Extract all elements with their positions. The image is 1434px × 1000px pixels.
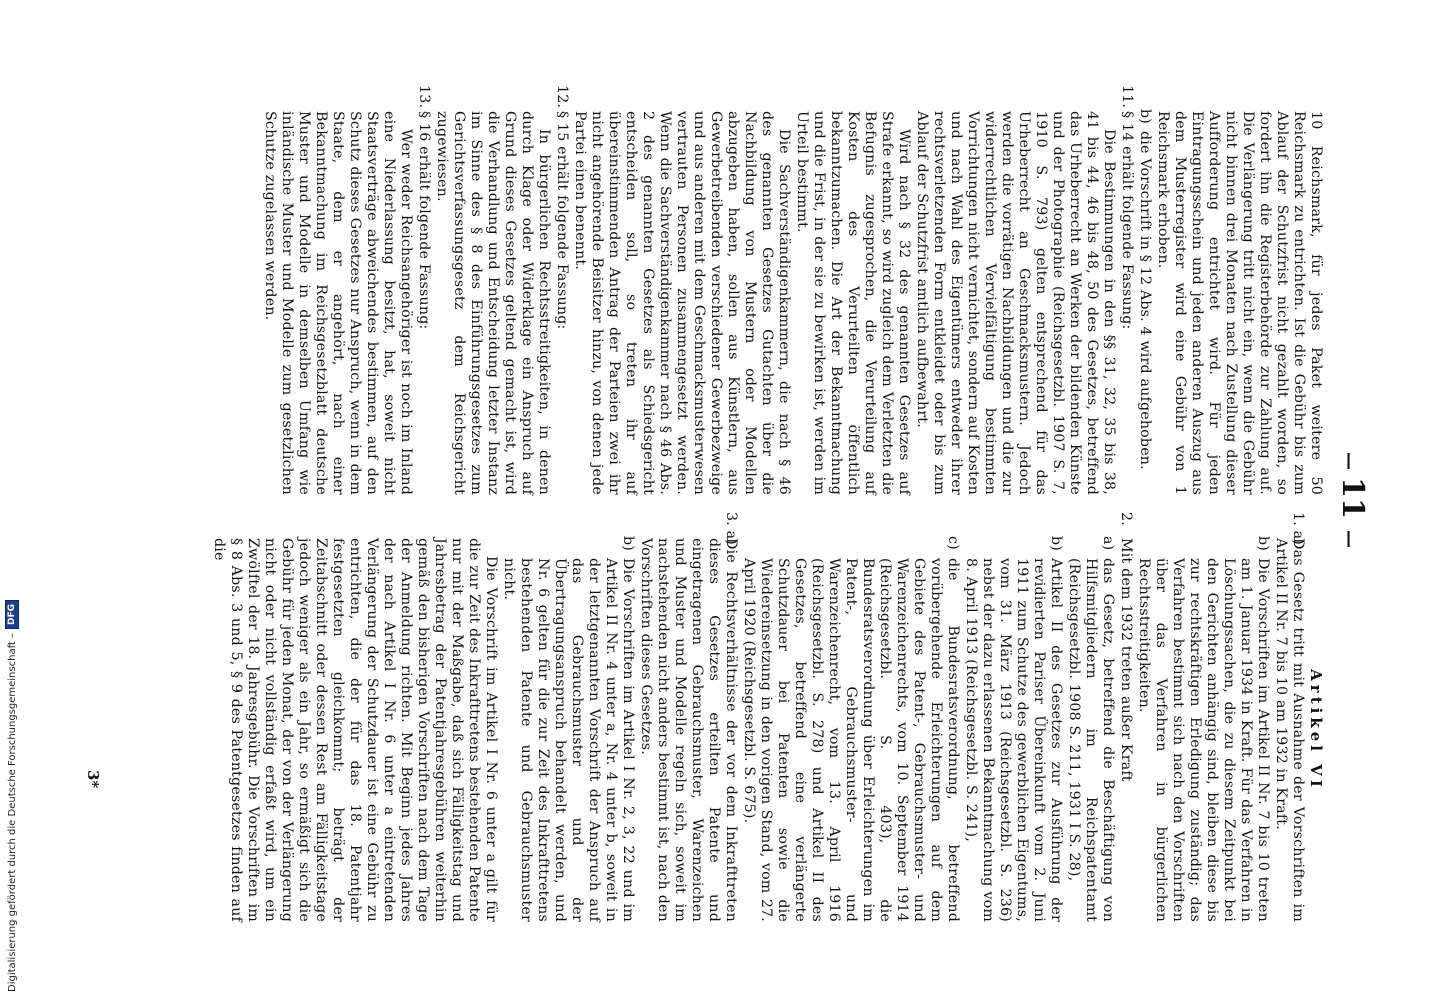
sub-item [740, 512, 961, 922]
page-header [1330, 0, 1370, 1000]
numbered-item [1118, 85, 1135, 495]
numbered-item [553, 85, 570, 495]
item-text: die Bundesratsverordnung, betreffend vorübergehende Erleichterungen auf dem Gebiete des Patent-, Gebrauchsmuster- und Warenzeichenrechts, vom 10. September 1914 (Reichsgesetzbl. S. 403), die Bundesratsverordnung über Erleichterungen im Patent-, Gebrauchsmuster- und Warenzeichenrecht, vom 13. April 1916 (Reichsgesetzbl. S. 278) und Artikel II des Gesetzes, betreffend eine verlängerte Schutzdauer bei Patenten sowie die Wiedereinsetzung in den vorigen Stand, vom 27. April 1920 (Reichsgesetzbl. S. 675). [741, 558, 961, 922]
paragraph: Die Bestimmungen in den §§ 31, 32, 35 bis 38, 41 bis 44, 46 bis 48, 50 des Gesetzes, betreffend das Urheberrecht an Werken der bildenden Künste und der Photographie (Reichsgesetzbl. 1907 S. 7, 1910 S. 793) gelten entsprechend für das Urheberrecht an Geschmacksmustern. Jedoch werden die vorrätigen Nachbildungen und die zur widerrechtlichen Vervielfältigung bestimmten Vorrichtungen nicht vernichtet, sondern auf Kosten und nach Wahl des Eigentümers entweder ihrer rechtsverletzenden Form entkleidet oder bis zum Ablauf der Schutzfrist amtlich aufbewahrt. [914, 111, 1117, 495]
paragraph: Wer weder Reichsangehöriger ist noch im Inland eine Niederlassung besitzt, hat, soweit nicht Staatsverträge abweichendes bestimmen, auf den Schutz dieses Gesetzes nur Anspruch, wenn in dem Staate, dem er angehört, nach einer Bekanntmachung im Reichsgesetzblatt deutsche Muster und Modelle in demselben Umfang wie inländische Muster und Modelle zum gesetzlichen Schutze zugelassen werden. [262, 111, 414, 495]
page-number: 11 [1335, 477, 1370, 519]
numbered-item [1117, 512, 1134, 922]
item-text: Das Gesetz tritt mit Ausnahme der Vorschriften im Artikel II Nr. 7 bis 10 am 1932 in Kraft. [1273, 538, 1306, 922]
paragraph: In bürgerlichen Rechtsstreitigkeiten, in denen durch Klage oder Widerklage ein Anspruch auf Grund dieses Gesetzes geltend gemacht ist, wird die Verhandlung und Entscheidung letzter Instanz im Sinne des § 8 des Einführungsgesetzes zum Gerichtsverfassungsgesetz dem Reichsgericht zugewiesen. [434, 111, 552, 495]
item-number: 11. [1119, 85, 1135, 109]
sub-item [1135, 512, 1271, 922]
item-number: 1. a) [1290, 512, 1306, 546]
item-number: 3. a) [723, 512, 739, 546]
paragraph: Die Sachverständigenkammern, die nach § 46 des genannten Gesetzes Gutachten über die Nachbildung von Mustern oder Modellen abzugeben haben, sollen aus Künstlern, aus Gewerbetreibenden verschiedener Gewerbezweige und aus anderen mit dem Geschmacksmusterwesen vertrauten Personen zusammengesetzt werden. Wenn die Sachverständigenkammer nach § 46 Abs. 2 des genannten Gesetzes als Schiedsgericht entscheiden soll, so treten ihr auf übereinstimmenden Antrag der Parteien zwei ihr nicht angehörende Beisitzer hinzu, von denen jede Partei einen benennt. [572, 111, 792, 495]
item-text: § 15 erhält folgende Fassung: [554, 111, 570, 330]
item-number: b) [1137, 109, 1153, 125]
sub-item [962, 512, 1064, 922]
sub-item [1065, 512, 1116, 922]
item-text: Die Vorschriften im Artikel I Nr. 2, 3, 22 und im Artikel II Nr. 4 unter a, Nr. 4 unter b, soweit in der letztgenannten Vorschrift der Anspruch auf das Gebrauchsmuster und der Übertragungsanspruch behandelt werden, und Nr. 6 gelten für die zur Zeit des Inkrafttretens bestehenden Patente und Gebrauchsmuster nicht. [501, 558, 636, 922]
item-number: b) [1255, 536, 1271, 552]
item-text: Artikel II des Gesetzes zur Ausführung der revidierten Pariser Übereinkunft vom 2. Juni 1911 zum Schutze des gewerblichen Eigentums, vom 31. März 1913 (Reichsgesetzbl. S. 236) nebst der dazu erlassenen Bekanntmachung vom 8. April 1913 (Reichsgesetzbl. S. 241), [963, 558, 1064, 922]
item-text: § 16 erhält folgende Fassung: [416, 111, 432, 330]
sub-item [500, 512, 636, 922]
item-number: 12. [554, 85, 570, 109]
item-text: Die Rechtsverhältnisse der vor dem Inkrafttreten dieses Gesetzes erteilten Patente und eingetragenen Gebrauchsmuster, Warenzeichen und Muster und Modelle regeln sich, soweit im nachstehenden nicht anders bestimmt ist, nach den Vorschriften dieses Gesetzes. [638, 538, 739, 922]
item-number: 13. [416, 85, 432, 109]
item-text: Die Vorschriften im Artikel II Nr. 7 bis 10 treten am 1. Januar 1934 in Kraft. Für das Verfahren in Löschungssachen, die zu diesem Zeitpunkt bei den Gerichten anhängig sind, bleiben diese bis zur rechtskräftigen Erledigung zuständig; das Verfahren bestimmt sich nach den Vorschriften über das Verfahren in bürgerlichen Rechtsstreitigkeiten. [1136, 558, 1271, 922]
left-text-column [260, 85, 1324, 495]
item-number: b) [1048, 536, 1064, 552]
signature-mark: 3* [84, 770, 102, 789]
header-dash-right: — [1339, 530, 1360, 548]
item-number: a) [1100, 536, 1116, 551]
item-text: das Gesetz, betreffend die Beschäftigung von Hilfsmitgliedern im Reichspatentamt (Reichsgesetzbl. 1908 S. 211, 1931 I S. 28), [1066, 558, 1116, 922]
digitization-notice-text: Digitalisierung gefördert durch die Deutsche Forschungsgemeinschaft – [6, 632, 18, 992]
item-text: Mit dem 1932 treten außer Kraft [1118, 538, 1134, 782]
item-text: § 14 erhält folgende Fassung: [1119, 111, 1135, 330]
item-number: b) [620, 536, 636, 552]
article-title: Artikel VI [1307, 669, 1325, 791]
numbered-item [415, 85, 432, 495]
item-number: c) [945, 536, 961, 550]
item-number: 2. [1118, 512, 1134, 526]
sub-item [1136, 85, 1153, 495]
dfg-logo: DFG [5, 600, 19, 629]
paragraph: Die Vorschrift im Artikel I Nr. 6 unter a gilt für die zur Zeit des Inkrafttretens bestehenden Patente nur mit der Maßgabe, daß sich Fälligkeitstag und Jahresbetrag der Patentjahresgebühren weiterhin gemäß den bisherigen Vorschriften nach dem Tage der Anmeldung richten. Mit Beginn jedes Jahres der nach Artikel I Nr. 6 unter a eintretenden Verlängerung der Schutzdauer ist eine Gebühr zu entrichten, die der für das 18. Patentjahr festgesetzten gleichkommt; beträgt der Zeitabschnitt oder dessen Rest am Fälligkeitstage jedoch weniger als ein Jahr, so ermäßigt sich die Gebühr für jeden Monat, der von der Verlängerung nicht oder nicht vollständig erfaßt wird, um ein Zwölftel der 18. Jahresgebühr. Die Vorschriften im § 8 Abs. 3 und 5, § 9 des Patentgesetzes finden auf die [211, 538, 499, 922]
paragraph: 10 Reichsmark, für jedes Paket weitere 50 Reichsmark zu entrichten. Ist die Gebühr bis zum Ablauf der Schutzfrist nicht gezahlt worden, so fordert ihn die Registerbehörde zur Zahlung auf. Die Verlängerung tritt nicht ein, wenn die Gebühr nicht binnen drei Monaten nach Zustellung dieser Aufforderung entrichtet wird. Für jeden Eintragungsschein und jeden anderen Auszug aus dem Musterregister wird eine Gebühr von 1 Reichsmark erhoben. [1155, 111, 1324, 495]
header-dash-left: — [1339, 452, 1360, 470]
item-text: die Vorschrift in § 12 Abs. 4 wird aufgehoben. [1137, 131, 1153, 470]
right-text-column [209, 512, 1324, 922]
numbered-item [637, 512, 739, 922]
numbered-item [1272, 512, 1306, 922]
paragraph: Wird nach § 32 des genannten Gesetzes auf Strafe erkannt, so wird zugleich dem Verletzten die Befugnis zugesprochen, die Verurteilung auf Kosten des Verurteilten öffentlich bekanntzumachen. Die Art der Bekanntmachung und die Frist, in der sie zu bewirken ist, werden im Urteil bestimmt. [794, 111, 912, 495]
